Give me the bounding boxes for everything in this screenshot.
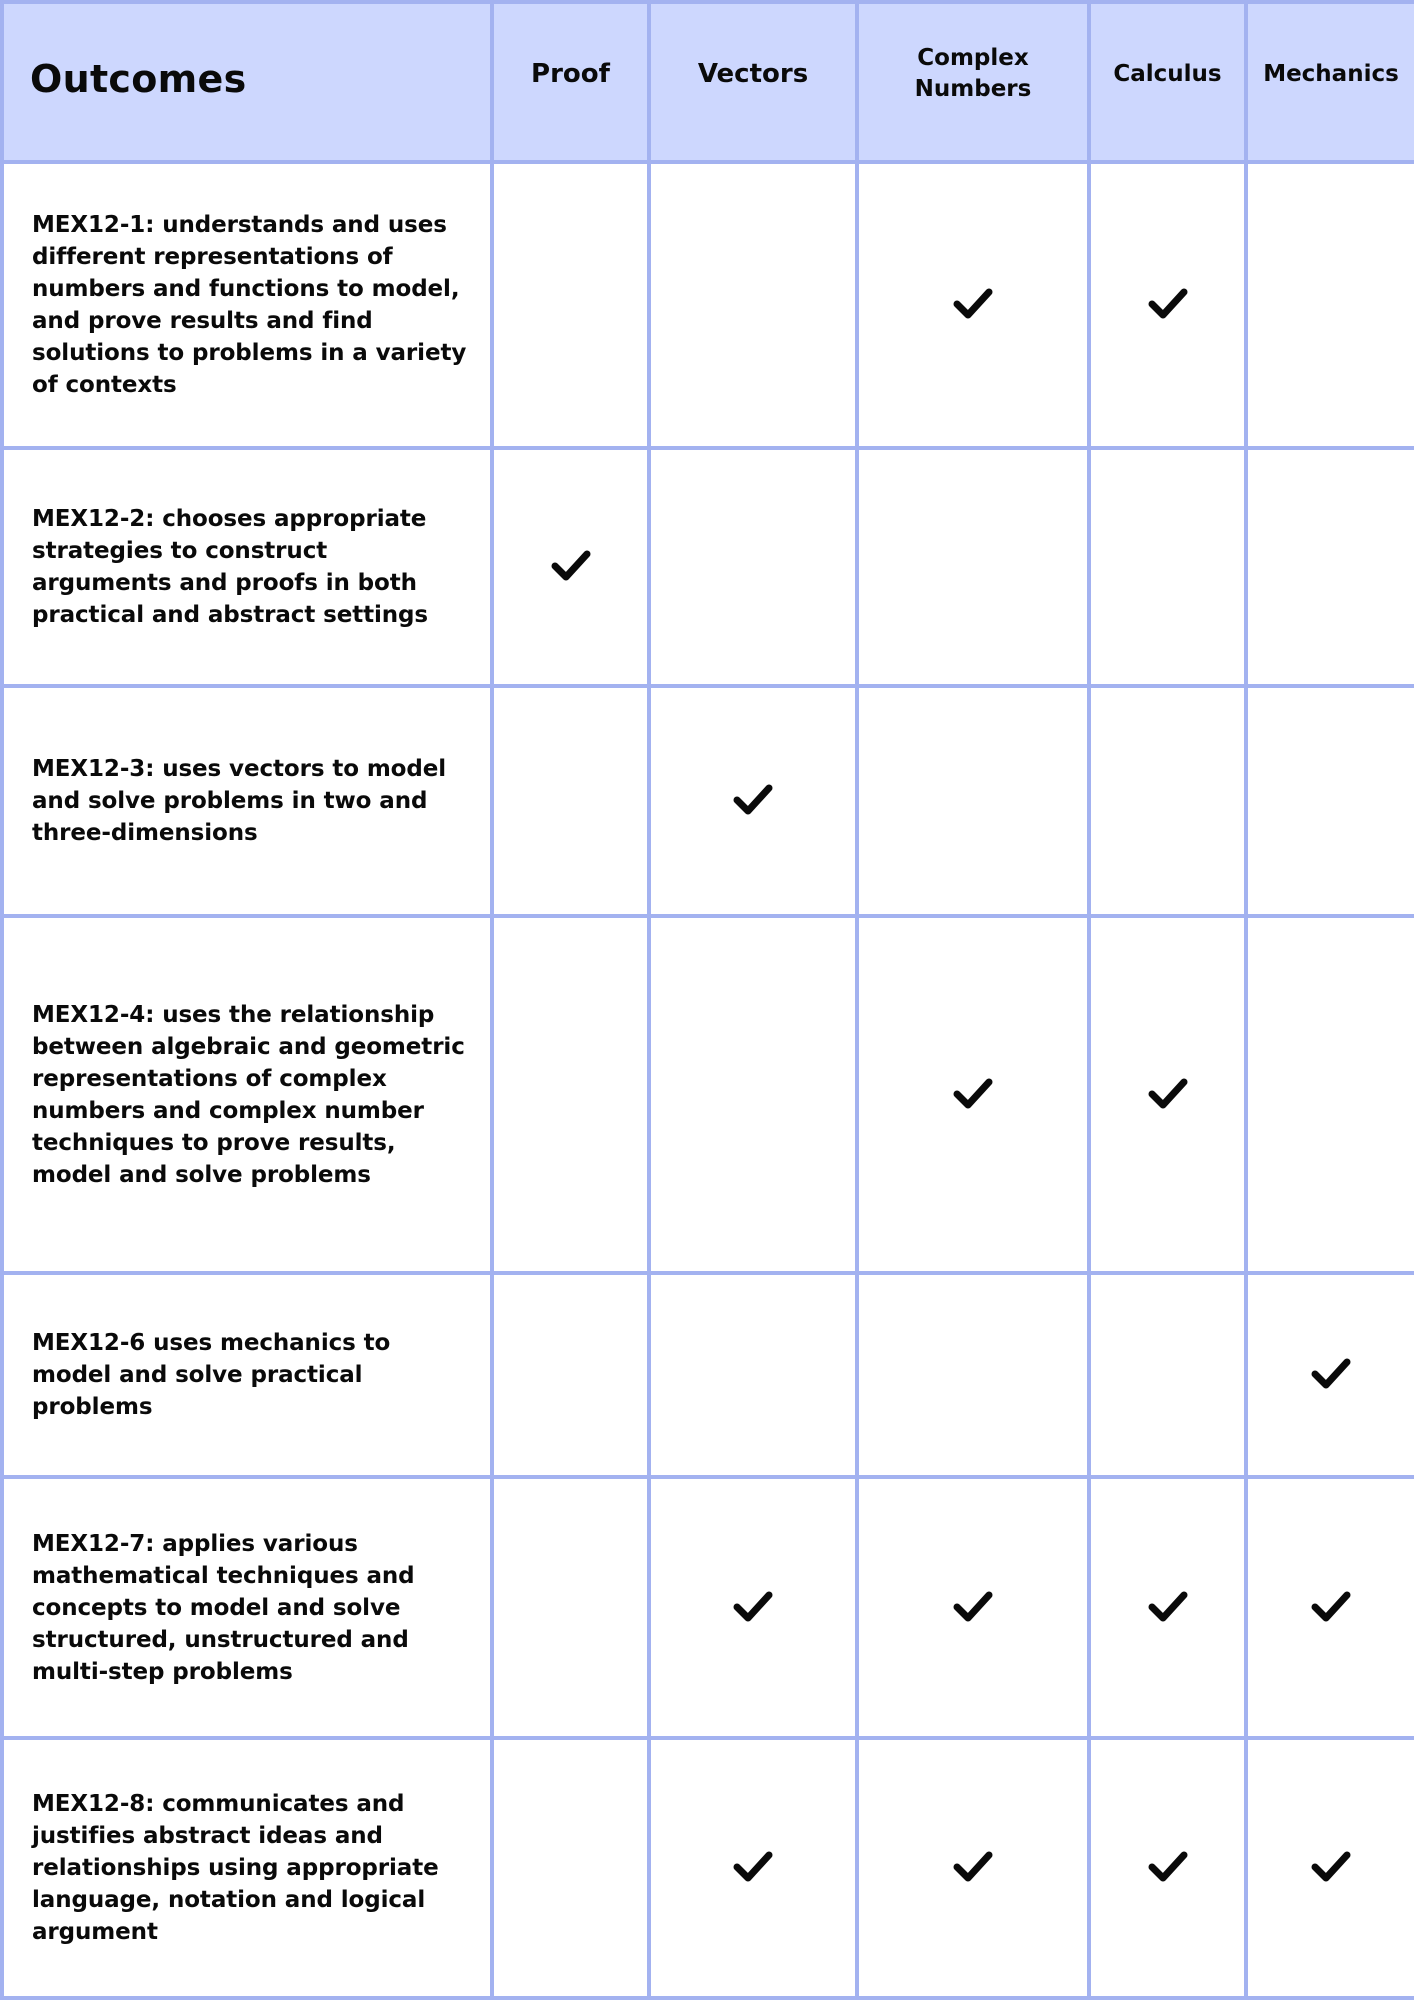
cell-vectors: [649, 1477, 857, 1738]
cell-vectors: [649, 1273, 857, 1477]
cell-complex-numbers: [857, 162, 1089, 448]
column-header-mechanics-label: Mechanics: [1263, 60, 1399, 87]
cell-complex-numbers: [857, 1477, 1089, 1738]
column-header-outcomes: Outcomes: [2, 2, 492, 162]
outcome-description: MEX12-3: uses vectors to model and solve problems in two and three-dimensions: [2, 686, 492, 916]
check-icon: [953, 1590, 993, 1622]
outcome-description: MEX12-2: chooses appropriate strategies to construct arguments and proofs in both practical and abstract settings: [2, 448, 492, 686]
column-header-calculus-label: Calculus: [1113, 60, 1222, 87]
check-icon: [1148, 1850, 1188, 1882]
cell-vectors: [649, 916, 857, 1273]
check-icon: [953, 1077, 993, 1109]
column-header-proof-label: Proof: [531, 58, 610, 89]
check-icon: [1311, 1357, 1351, 1389]
cell-proof: [492, 448, 649, 686]
cell-proof: [492, 162, 649, 448]
table-row: [2, 1477, 1414, 1738]
column-header-vectors: [649, 2, 857, 162]
table-row: [2, 1273, 1414, 1477]
outcome-description: MEX12-1: understands and uses different representations of numbers and functions to model, and prove results and find solutions to problems in a variety of contexts: [2, 162, 492, 448]
check-icon: [1148, 1077, 1188, 1109]
cell-vectors: [649, 1738, 857, 1998]
column-header-complex-numbers: [857, 2, 1089, 162]
cell-calculus: [1089, 686, 1246, 916]
table-row: [2, 686, 1414, 916]
check-icon: [733, 1590, 773, 1622]
table-row: [2, 1738, 1414, 1998]
check-icon: [1148, 287, 1188, 319]
table-row: [2, 448, 1414, 686]
cell-vectors: [649, 448, 857, 686]
table-row: [2, 916, 1414, 1273]
column-header-calculus: [1089, 2, 1246, 162]
check-icon: [1148, 1590, 1188, 1622]
cell-calculus: [1089, 1273, 1246, 1477]
outcome-description: MEX12-4: uses the relationship between algebraic and geometric representations of complex numbers and complex number techniques to prove results, model and solve problems: [2, 916, 492, 1273]
cell-vectors: [649, 686, 857, 916]
column-header-vectors-label: Vectors: [697, 58, 809, 89]
cell-proof: [492, 1738, 649, 1998]
cell-proof: [492, 1477, 649, 1738]
cell-complex-numbers: [857, 448, 1089, 686]
cell-mechanics: [1246, 1477, 1414, 1738]
cell-mechanics: [1246, 1738, 1414, 1998]
cell-calculus: [1089, 916, 1246, 1273]
cell-proof: [492, 1273, 649, 1477]
cell-calculus: [1089, 448, 1246, 686]
cell-mechanics: [1246, 1273, 1414, 1477]
outcome-description: MEX12-8: communicates and justifies abstract ideas and relationships using appropriate language, notation and logical argument: [2, 1738, 492, 1998]
cell-mechanics: [1246, 686, 1414, 916]
check-icon: [953, 287, 993, 319]
check-icon: [1311, 1590, 1351, 1622]
cell-calculus: [1089, 1477, 1246, 1738]
cell-proof: [492, 686, 649, 916]
check-icon: [953, 1850, 993, 1882]
cell-mechanics: [1246, 448, 1414, 686]
cell-mechanics: [1246, 162, 1414, 448]
outcome-description: MEX12-7: applies various mathematical techniques and concepts to model and solve structured, unstructured and multi-step problems: [2, 1477, 492, 1738]
check-icon: [733, 783, 773, 815]
cell-complex-numbers: [857, 1273, 1089, 1477]
cell-mechanics: [1246, 916, 1414, 1273]
column-header-complex-numbers-label: Complex Numbers: [914, 45, 1032, 102]
column-header-mechanics: [1246, 2, 1414, 162]
cell-calculus: [1089, 1738, 1246, 1998]
cell-complex-numbers: [857, 686, 1089, 916]
check-icon: [733, 1850, 773, 1882]
column-header-proof: [492, 2, 649, 162]
table-row: [2, 162, 1414, 448]
table-body: [2, 162, 1414, 1998]
cell-complex-numbers: [857, 1738, 1089, 1998]
cell-calculus: [1089, 162, 1246, 448]
check-icon: [551, 549, 591, 581]
cell-proof: [492, 916, 649, 1273]
check-icon: [1311, 1850, 1351, 1882]
header-row: [2, 2, 1414, 162]
cell-vectors: [649, 162, 857, 448]
outcome-description: MEX12-6 uses mechanics to model and solve practical problems: [2, 1273, 492, 1477]
cell-complex-numbers: [857, 916, 1089, 1273]
